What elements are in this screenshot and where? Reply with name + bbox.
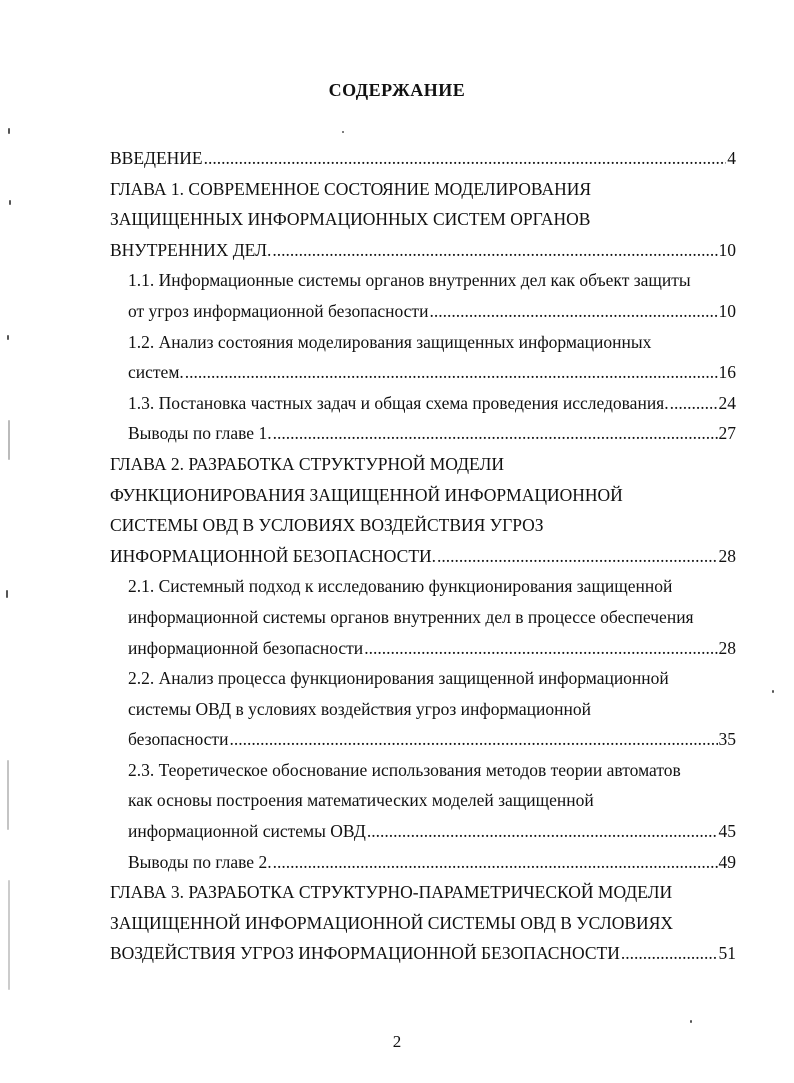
toc-leader-dots	[273, 418, 718, 449]
toc-entry-line	[0, 908, 736, 939]
toc-entry-line	[0, 418, 736, 449]
toc-leader-dots	[367, 816, 718, 847]
toc-entry-text: как основы построения математических моделей защищенной	[128, 790, 594, 811]
toc-entry-text: информационной системы органов внутренних дел в процессе обеспечения	[128, 606, 694, 627]
toc-entry-line	[0, 174, 736, 205]
toc-entry-text: ГЛАВА 3. РАЗРАБОТКА СТРУКТУРНО-ПАРАМЕТРИЧЕСКОЙ МОДЕЛИ	[110, 882, 673, 903]
toc-leader-dots	[185, 357, 718, 388]
toc-entry-text: ГЛАВА 1. СОВРЕМЕННОЕ СОСТОЯНИЕ МОДЕЛИРОВАНИЯ	[110, 178, 592, 199]
toc-entry-text: ЗАЩИЩЕННЫХ ИНФОРМАЦИОННЫХ СИСТЕМ ОРГАНОВ	[110, 209, 591, 230]
toc-entry-line	[0, 357, 736, 388]
toc-leader-dots	[204, 143, 727, 174]
toc-leader-dots	[429, 296, 717, 327]
toc-page-number: 10	[718, 239, 736, 260]
toc-page-number: 27	[718, 423, 736, 444]
scan-speck	[342, 131, 344, 133]
toc-entry-text: систем.	[128, 362, 184, 383]
toc-entry-text: 1.1. Информационные системы органов внутренних дел как объект защиты	[128, 270, 691, 291]
toc-page-number: 10	[718, 300, 736, 321]
toc-entry-line	[0, 541, 736, 572]
toc-page-number: 28	[718, 637, 736, 658]
toc-entry-line	[0, 296, 736, 327]
toc-entry-text: 2.1. Системный подход к исследованию функционирования защищенной	[128, 576, 673, 597]
toc-page-number: 16	[718, 362, 736, 383]
toc-entry-line	[0, 847, 736, 878]
toc-entry-text: 2.3. Теоретическое обоснование использования методов теории автоматов	[128, 759, 681, 780]
toc-entry-text: 2.2. Анализ процесса функционирования защищенной информационной	[128, 668, 669, 689]
scan-speck	[8, 128, 10, 134]
toc-leader-dots	[273, 847, 718, 878]
toc-entry-line	[0, 724, 736, 755]
toc-page-number: 4	[727, 148, 736, 168]
toc-entry-text: ЗАЩИЩЕННОЙ ИНФОРМАЦИОННОЙ СИСТЕМЫ ОВД В УСЛОВИЯХ	[110, 912, 674, 933]
toc-leader-dots	[364, 633, 717, 664]
toc-page-number: 51	[718, 943, 736, 964]
toc-entry-text: Выводы по главе 2.	[128, 851, 272, 872]
toc-page-number: 24	[718, 392, 736, 413]
toc-entry-line	[0, 265, 736, 296]
toc-entry-line	[0, 388, 736, 419]
toc-entry-line	[0, 785, 736, 816]
toc-entry-text: ВНУТРЕННИХ ДЕЛ.	[110, 239, 272, 260]
toc-entry-line	[0, 755, 736, 786]
toc-entry-line	[0, 602, 736, 633]
toc-page-number: 45	[718, 821, 736, 842]
toc-page-number: 35	[718, 729, 736, 750]
scan-speck	[9, 200, 11, 205]
page-title: СОДЕРЖАНИЕ	[328, 80, 466, 100]
toc-leader-dots	[437, 541, 717, 572]
toc-entry-line	[0, 449, 736, 480]
toc-entry-text: Выводы по главе 1.	[128, 423, 272, 444]
toc-entry-line	[0, 327, 736, 358]
scan-speck	[7, 760, 9, 830]
toc-entry-line	[0, 480, 736, 511]
toc-entry-text: информационной системы ОВД	[128, 821, 366, 842]
toc-entry-text: ИНФОРМАЦИОННОЙ БЕЗОПАСНОСТИ.	[110, 545, 437, 566]
toc-entry-text: от угроз информационной безопасности	[128, 300, 429, 321]
toc-entry-line	[0, 663, 736, 694]
toc-leader-dots	[670, 388, 718, 419]
table-of-contents	[0, 143, 794, 969]
toc-entry-text: СИСТЕМЫ ОВД В УСЛОВИЯХ ВОЗДЕЙСТВИЯ УГРОЗ	[110, 515, 544, 536]
scan-speck	[7, 335, 9, 340]
toc-page-number: 28	[718, 545, 736, 566]
toc-entry-text: информационной безопасности	[128, 637, 364, 658]
toc-leader-dots	[621, 938, 718, 969]
toc-page-number: 49	[718, 851, 736, 872]
scan-speck	[8, 420, 10, 460]
toc-entry-text: безопасности	[128, 729, 229, 750]
toc-entry-line	[0, 877, 736, 908]
toc-entry-text: ВОЗДЕЙСТВИЯ УГРОЗ ИНФОРМАЦИОННОЙ БЕЗОПАСНОСТИ	[110, 943, 620, 964]
toc-entry-text: 1.3. Постановка частных задач и общая схема проведения исследования.	[128, 392, 669, 413]
scan-speck	[6, 590, 8, 598]
toc-entry-text: ВВЕДЕНИЕ	[110, 148, 203, 168]
toc-entry-line	[0, 633, 736, 664]
toc-entry-line	[0, 694, 736, 725]
page-number: 2	[392, 1032, 402, 1051]
scan-speck	[690, 1020, 692, 1023]
toc-leader-dots	[272, 235, 717, 266]
toc-entry-text: ГЛАВА 2. РАЗРАБОТКА СТРУКТУРНОЙ МОДЕЛИ	[110, 453, 504, 474]
toc-entry-line	[0, 235, 736, 266]
toc-entry-text: 1.2. Анализ состояния моделирования защищенных информационных	[128, 331, 652, 352]
scan-speck	[772, 690, 774, 693]
toc-entry-text: ФУНКЦИОНИРОВАНИЯ ЗАЩИЩЕННОЙ ИНФОРМАЦИОННОЙ	[110, 484, 623, 505]
toc-entry-line	[0, 816, 736, 847]
toc-entry-line	[0, 938, 736, 969]
toc-leader-dots	[229, 724, 717, 755]
scan-speck	[8, 880, 10, 990]
toc-entry-line	[0, 510, 736, 541]
toc-entry-text: системы ОВД в условиях воздействия угроз информационной	[128, 698, 591, 719]
toc-entry-line	[0, 204, 736, 235]
toc-entry-line	[0, 571, 736, 602]
toc-entry-line	[0, 143, 736, 174]
